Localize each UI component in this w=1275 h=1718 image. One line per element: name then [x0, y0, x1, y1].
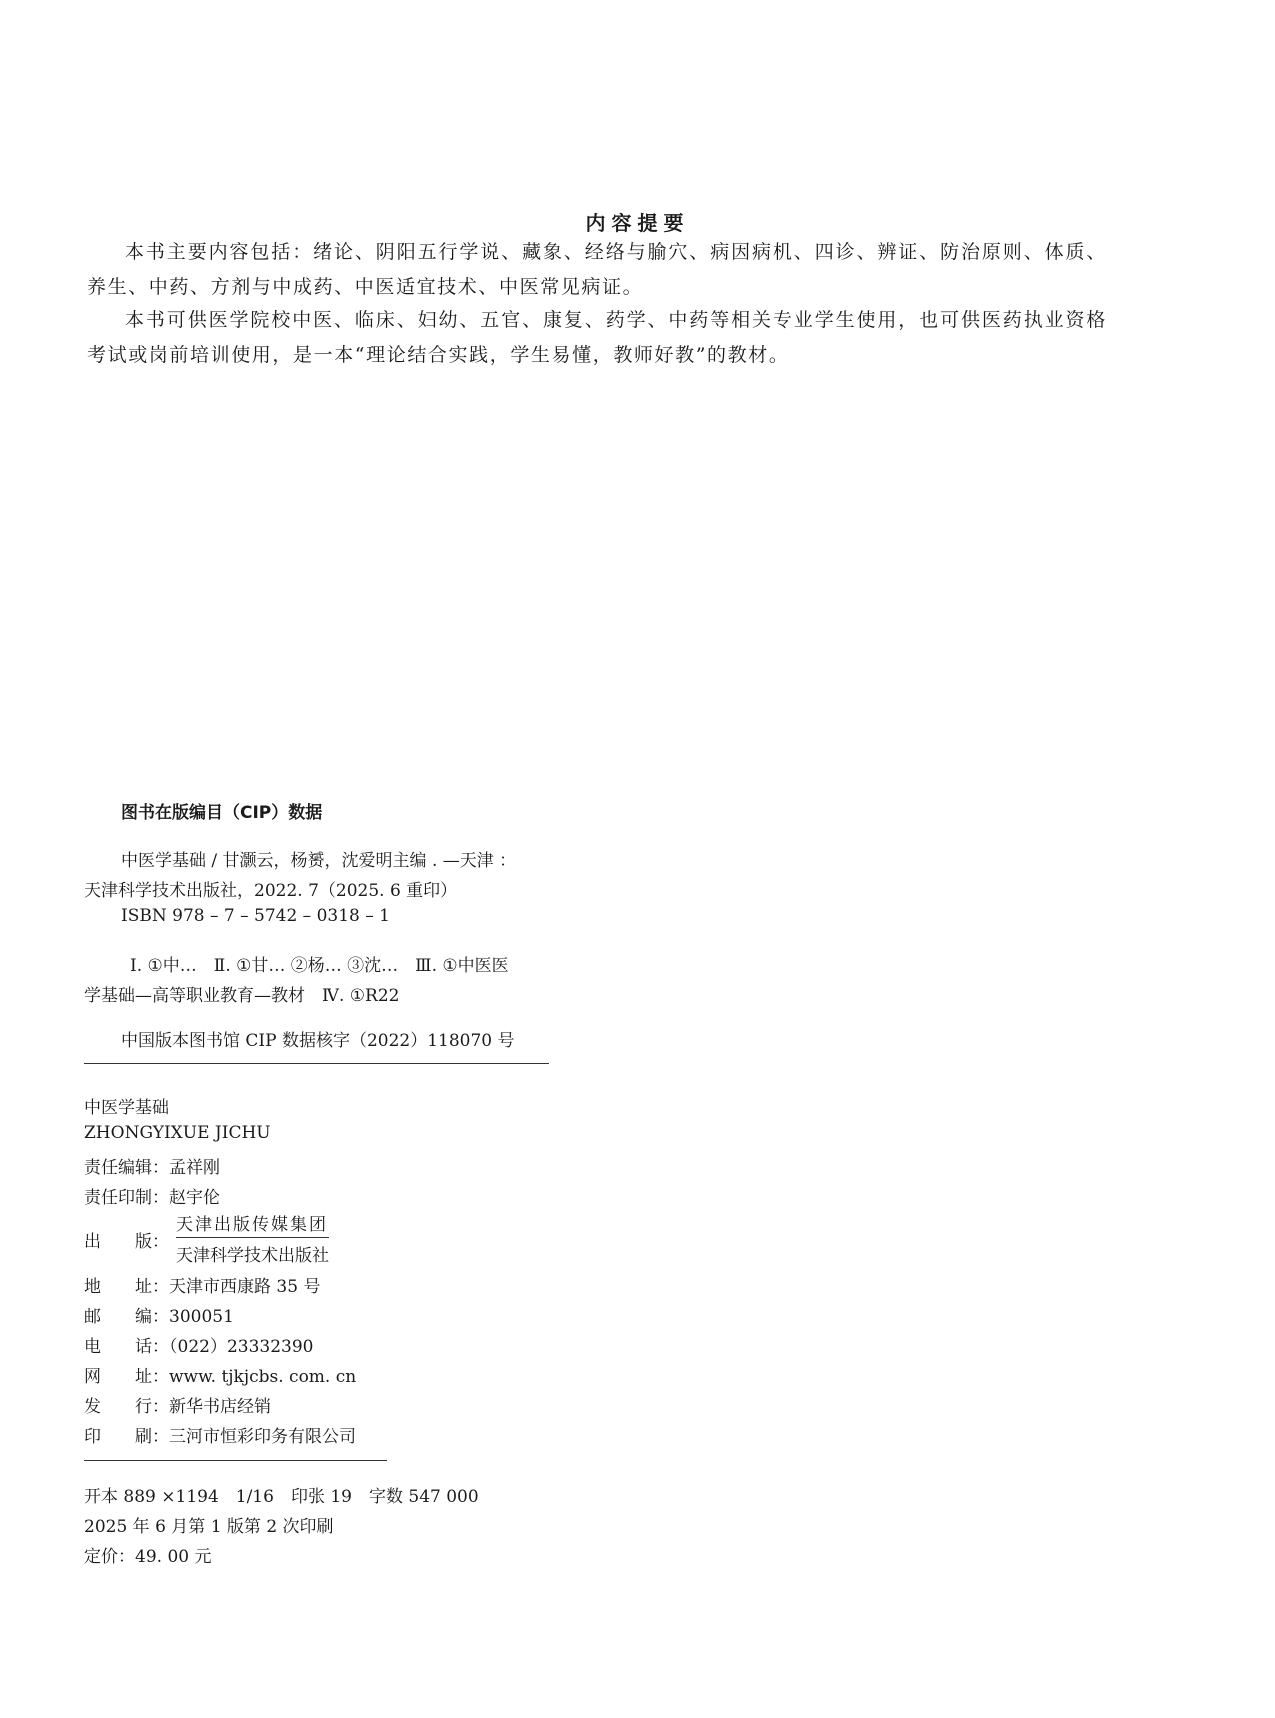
cip-title-line: 中医学基础 / 甘灏云，杨赟，沈爱明主编 . —天津 ： — [121, 851, 517, 871]
address-value: 天津市西康路 35 号 — [169, 1277, 321, 1297]
editor-value: 孟祥刚 — [169, 1158, 220, 1178]
publisher-group: 天津出版传媒集团 — [176, 1210, 329, 1238]
publisher-box — [176, 1210, 329, 1266]
phone-label: 电 话： — [84, 1337, 169, 1357]
postcode-value: 300051 — [169, 1307, 234, 1327]
website-label: 网 址： — [84, 1367, 169, 1387]
print-manager-label: 责任印制： — [84, 1188, 169, 1208]
publisher-name: 天津科学技术出版社 — [176, 1246, 329, 1266]
print-manager-row — [84, 1183, 220, 1208]
book-title-pinyin: ZHONGYIXUE JICHU — [84, 1123, 271, 1143]
publisher-label: 出 版： — [84, 1232, 169, 1252]
editor-label: 责任编辑： — [84, 1158, 169, 1178]
cip-publisher-line: 天津科学技术出版社，2022. 7（2025. 6 重印） — [84, 881, 458, 901]
edition-line: 2025 年 6 月第 1 版第 2 次印刷 — [84, 1517, 334, 1537]
distribution-row — [84, 1392, 271, 1417]
book-title: 中医学基础 — [84, 1098, 169, 1118]
cip-classification-1: Ⅰ. ①中… Ⅱ. ①甘… ②杨… ③沈… Ⅲ. ①中医医 — [130, 956, 509, 976]
distribution-value: 新华书店经销 — [169, 1397, 271, 1417]
cip-verify-number: 中国版本图书馆 CIP 数据核字（2022）118070 号 — [121, 1031, 515, 1051]
printer-value: 三河市恒彩印务有限公司 — [169, 1427, 356, 1447]
phone-row — [84, 1332, 313, 1357]
postcode-label: 邮 编： — [84, 1307, 169, 1327]
cip-divider — [84, 1063, 549, 1064]
cip-isbn: ISBN 978 – 7 – 5742 – 0318 – 1 — [121, 906, 390, 926]
cip-heading: 图书在版编目（CIP）数据 — [121, 803, 323, 823]
format-line: 开本 889 ×1194 1/16 印张 19 字数 547 000 — [84, 1487, 479, 1507]
credits-divider — [84, 1460, 387, 1461]
summary-paragraph-1: 本书主要内容包括：绪论、阴阳五行学说、藏象、经络与腧穴、病因病机、四诊、辨证、防治原则、体质、养生、中药、方剂与中成药、中医适宜技术、中医常见病证。 — [87, 241, 1107, 298]
address-row — [84, 1272, 320, 1297]
editor-row — [84, 1153, 220, 1178]
print-manager-value: 赵宇伦 — [169, 1188, 220, 1208]
cip-classification-2: 学基础—高等职业教育—教材 Ⅳ. ①R22 — [84, 986, 400, 1006]
price-line: 定价：49. 00 元 — [84, 1547, 212, 1567]
website-row — [84, 1362, 356, 1387]
printer-row — [84, 1422, 356, 1447]
summary-title: 内容提要 — [585, 211, 690, 235]
phone-value: （022）23332390 — [169, 1337, 314, 1357]
postcode-row — [84, 1302, 234, 1327]
distribution-label: 发 行： — [84, 1397, 169, 1417]
address-label: 地 址： — [84, 1277, 169, 1297]
printer-label: 印 刷： — [84, 1427, 169, 1447]
website-value: www. tjkjcbs. com. cn — [169, 1367, 357, 1387]
summary-paragraph-2: 本书可供医学院校中医、临床、妇幼、五官、康复、药学、中药等相关专业学生使用，也可供医药执业资格考试或岗前培训使用，是一本“理论结合实践，学生易懂，教师好教”的教材。 — [87, 309, 1107, 366]
